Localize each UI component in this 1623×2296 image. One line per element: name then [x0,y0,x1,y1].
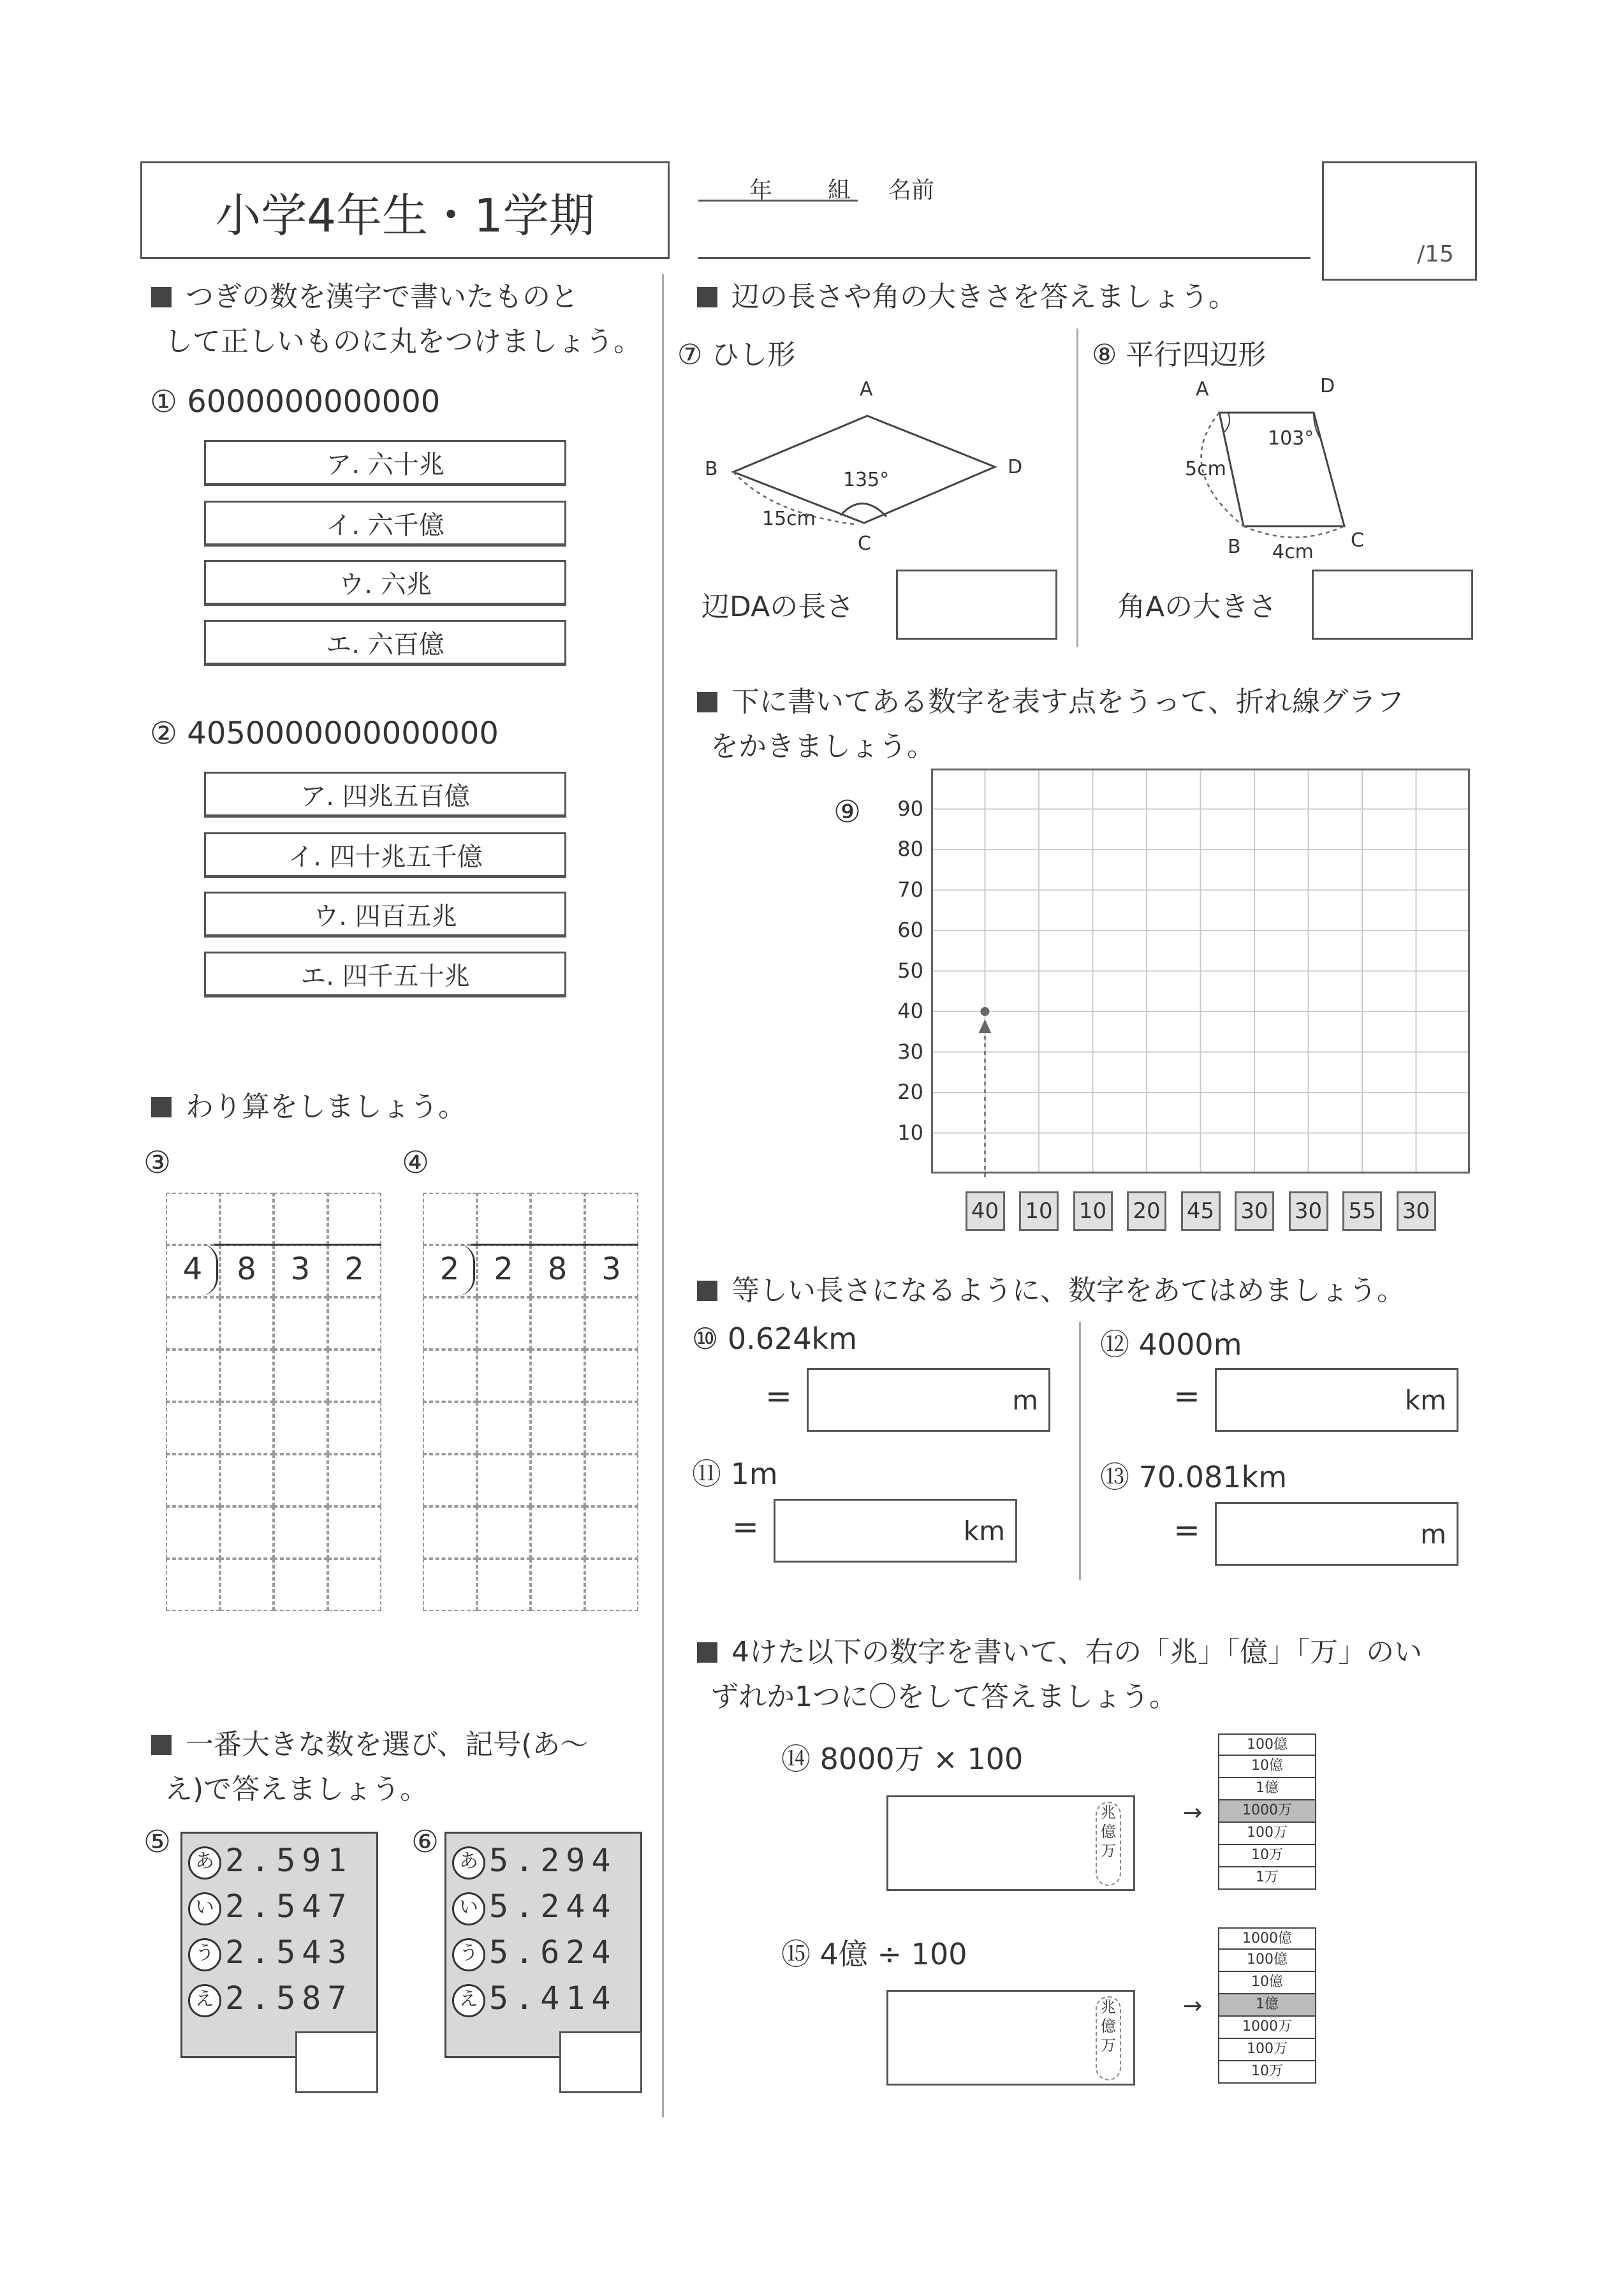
s7-instruction-line1: 4けた以下の数字を書いて、右の「兆」「億」「万」のい [697,1633,1422,1672]
s1-instruction-line1: つぎの数を漢字で書いたものと [151,277,578,317]
q4-cell[interactable] [423,1402,477,1454]
parallelogram-angle-arc [1224,413,1230,432]
q3-division-bar [214,1244,382,1246]
q10-unit: m [1012,1385,1038,1416]
ans7-box[interactable] [896,570,1057,640]
q3-cell[interactable] [328,1402,382,1454]
q3-cell[interactable] [328,1454,382,1506]
q3-cell[interactable] [220,1193,274,1245]
place-value-cell: 10億 [1218,1756,1316,1778]
x-value-label: 20 [1127,1191,1166,1231]
q3-cell[interactable] [274,1559,328,1611]
option-letter: え [452,1984,485,2017]
q3-cell[interactable] [220,1297,274,1350]
y-tick-label: 90 [897,796,923,821]
para-vertex-D: D [1320,375,1335,397]
q6-label: ⑥ [411,1824,439,1860]
option-value: 2.547 [225,1888,353,1925]
q11-answer-box[interactable] [774,1499,1017,1563]
q6-option [452,1980,617,2017]
q3-cell[interactable] [220,1454,274,1506]
s5-instruction-line2: をかきましょう。 [710,730,935,763]
q4-cell[interactable] [477,1506,531,1559]
parallelogram-bottom-dash [1244,526,1344,538]
q1-choice-u[interactable]: ウ. 六兆 [204,560,566,606]
geometry-divider [1076,328,1078,647]
q3-cell[interactable] [166,1297,220,1350]
q4-cell[interactable] [477,1350,531,1402]
s1-instruction-line2: して正しいものに丸をつけましょう。 [165,325,642,358]
x-value-label: 40 [966,1191,1005,1231]
bullet-square-icon [151,287,172,307]
q3-cell[interactable] [166,1454,220,1506]
q3-cell[interactable] [166,1193,220,1245]
column-divider [662,274,664,2117]
q3-cell[interactable] [274,1402,328,1454]
q4-cell[interactable] [423,1193,477,1245]
q1-label: ① 6000000000000 [150,384,441,420]
score-total: /15 [1417,241,1454,267]
q11-equals: = [732,1508,759,1545]
rhombus-figure [695,376,1052,561]
q4-cell[interactable] [585,1297,639,1350]
s3-instruction-line2: え)で答えましょう。 [165,1773,429,1806]
bullet-square-icon [697,1281,717,1301]
place-value-cell: 100億 [1218,1733,1316,1756]
place-value-cell: 1万 [1218,1867,1316,1890]
para-vertex-C: C [1351,529,1364,552]
name-label: 名前 [888,177,935,203]
nen-label: 年 [749,177,773,203]
rhombus-vertex-B: B [705,458,718,480]
q3-dividend-digit: 8 [237,1251,256,1287]
q11-unit: km [963,1515,1005,1547]
q5-option [188,1980,353,2017]
option-value: 5.244 [489,1888,617,1925]
bullet-square-icon [697,692,717,712]
bullet-square-icon [151,1735,172,1755]
q10-answer-box[interactable] [807,1368,1050,1432]
q3-cell[interactable] [328,1506,382,1559]
rhombus-vertex-D: D [1008,456,1023,478]
q2-choice-u[interactable]: ウ. 四百五兆 [204,892,566,938]
q4-cell[interactable] [585,1402,639,1454]
q4-label: ④ [402,1145,430,1181]
x-value-label: 10 [1019,1191,1059,1231]
q3-dividend-digit: 2 [344,1251,364,1287]
option-value: 2.543 [225,1934,353,1971]
s3-instruction-line1: 一番大きな数を選び、記号(あ〜 [151,1725,588,1765]
q4-cell[interactable] [531,1193,585,1245]
q3-cell[interactable] [166,1559,220,1611]
ans8-box[interactable] [1312,570,1473,640]
q1-choice-a[interactable]: ア. 六十兆 [204,440,566,486]
q4-cell[interactable] [477,1402,531,1454]
option-letter: え [188,1984,221,2017]
q4-dividend-digit: 8 [547,1251,568,1287]
q4-cell[interactable] [477,1454,531,1506]
q4-cell[interactable] [423,1454,477,1506]
units-divider [1079,1322,1081,1580]
q3-cell[interactable] [328,1297,382,1350]
q15-place-table [1218,1927,1316,2084]
y-tick-label: 40 [897,999,923,1023]
q3-cell[interactable] [166,1402,220,1454]
q4-cell[interactable] [423,1350,477,1402]
data-point [981,1007,990,1016]
q6-option [452,1888,617,1925]
name-line[interactable] [698,257,1311,259]
q3-cell[interactable] [274,1506,328,1559]
q14-arrow-icon: → [1183,1800,1203,1826]
x-value-label: 55 [1342,1191,1382,1231]
q11-label: ⑪ 1m [692,1457,778,1491]
q3-cell[interactable] [220,1506,274,1559]
q4-cell[interactable] [531,1454,585,1506]
page-title: 小学4年生・1学期 [215,189,595,242]
x-value-label: 45 [1181,1191,1221,1231]
q4-cell[interactable] [531,1559,585,1611]
q3-dividend-digit: 3 [290,1251,311,1287]
q3-divisor: 4 [182,1251,203,1287]
q2-label: ② 4050000000000000 [150,716,499,751]
kumi-label: 組 [828,177,851,203]
q8-label: ⑧ 平行四辺形 [1092,339,1267,371]
q13-unit: m [1420,1519,1446,1550]
q4-cell[interactable] [585,1559,639,1611]
place-value-cell: 1億 [1218,1778,1316,1800]
q3-cell[interactable] [220,1402,274,1454]
q9-label: ⑨ [834,794,862,830]
q4-divisor: 2 [439,1251,460,1287]
place-value-cell: 100億 [1218,1950,1316,1972]
q4-cell[interactable] [531,1506,585,1559]
q3-cell[interactable] [328,1350,382,1402]
q4-cell[interactable] [531,1402,585,1454]
q15-unit-man[interactable]: 万 [1101,2036,1116,2054]
q4-cell[interactable] [477,1559,531,1611]
s2-instruction: わり算をしましょう。 [151,1087,466,1127]
y-tick-label: 70 [897,877,923,902]
q3-cell[interactable] [328,1193,382,1245]
place-value-cell: 1000万 [1218,1800,1316,1823]
ans8-label: 角Aの大きさ [1117,591,1277,623]
q13-equals: = [1173,1512,1200,1549]
line-graph[interactable] [931,769,1476,1180]
x-value-label: 30 [1235,1191,1274,1231]
q14-unit-selector[interactable] [1096,1802,1121,1886]
q2-choice-i[interactable]: イ. 四十兆五千億 [204,832,566,878]
q5-label: ⑤ [143,1824,172,1860]
q4-cell[interactable] [585,1350,639,1402]
option-value: 5.624 [489,1934,617,1971]
option-value: 2.587 [225,1980,353,2017]
place-value-cell: 10億 [1218,1972,1316,1994]
x-value-label: 30 [1397,1191,1436,1231]
q12-equals: = [1173,1378,1200,1415]
q3-cell[interactable] [220,1350,274,1402]
s5-instruction-line1: 下に書いてある数字を表す点をうって、折れ線グラフ [697,682,1404,722]
para-vertex-A: A [1196,378,1209,401]
q4-dividend-digit: 2 [494,1251,513,1287]
option-letter: い [452,1892,485,1925]
q4-cell[interactable] [585,1454,639,1506]
q14-unit-oku[interactable]: 億 [1101,1823,1116,1841]
y-tick-label: 10 [897,1120,923,1145]
y-tick-label: 20 [897,1080,923,1104]
q3-cell[interactable] [274,1454,328,1506]
x-value-label: 10 [1073,1191,1113,1231]
q4-cell[interactable] [531,1350,585,1402]
option-letter: あ [188,1846,221,1880]
q6-option [452,1934,617,1971]
rhombus-angle-arc [841,503,886,517]
q15-label: ⑮ 4億 ÷ 100 [781,1937,967,1971]
q15-unit-oku[interactable]: 億 [1101,2017,1116,2035]
q6-option [452,1842,617,1880]
class-line [698,200,858,202]
rhombus-vertex-C: C [858,533,871,555]
q3-cell[interactable] [166,1506,220,1559]
place-value-cell: 10万 [1218,1845,1316,1867]
q4-cell[interactable] [531,1297,585,1350]
option-letter: あ [452,1846,485,1880]
option-letter: う [452,1938,485,1971]
q3-cell[interactable] [328,1559,382,1611]
q3-division-grid[interactable] [166,1193,383,1614]
q13-answer-box[interactable] [1215,1502,1458,1566]
para-angle-label: 103° [1268,427,1314,450]
place-value-cell: 100万 [1218,2039,1316,2061]
q5-option [188,1842,353,1880]
q13-label: ⑬ 70.081km [1100,1460,1288,1494]
q5-answer-box[interactable] [295,2031,378,2093]
s7-instruction-line2: ずれか1つに〇をして答えましょう。 [710,1681,1177,1713]
q2-choice-a[interactable]: ア. 四兆五百億 [204,772,566,818]
y-tick-label: 60 [897,918,923,942]
q12-unit: km [1404,1385,1446,1416]
q3-cell[interactable] [220,1559,274,1611]
q1-choice-e[interactable]: エ. 六百億 [204,620,566,666]
q14-unit-cho[interactable]: 兆 [1101,1804,1116,1821]
rhombus-angle-label: 135° [843,469,890,491]
q10-label: ⑩ 0.624km [692,1321,857,1356]
place-value-cell: 100万 [1218,1823,1316,1845]
q5-option [188,1934,353,1971]
example-arrow-icon [979,1019,992,1033]
q2-choice-e[interactable]: エ. 四千五十兆 [204,952,566,997]
y-tick-label: 80 [897,837,923,861]
bullet-square-icon [697,1642,717,1663]
option-value: 5.294 [489,1842,617,1879]
ans7-label: 辺DAの長さ [701,591,855,623]
s4-instruction: 辺の長さや角の大きさを答えましょう。 [697,277,1237,317]
q12-label: ⑫ 4000m [1100,1327,1242,1362]
place-value-cell: 10万 [1218,2061,1316,2084]
q1-choice-i[interactable]: イ. 六千億 [204,501,566,547]
y-tick-label: 50 [897,958,923,983]
q4-division-bar [471,1244,639,1246]
q3-cell[interactable] [274,1297,328,1350]
para-side2-label: 4cm [1272,541,1314,563]
rhombus-side-label: 15cm [762,508,816,530]
option-value: 5.414 [489,1980,617,2017]
x-value-label: 30 [1289,1191,1328,1231]
q10-equals: = [765,1378,792,1415]
q4-cell[interactable] [423,1559,477,1611]
q14-label: ⑭ 8000万 × 100 [781,1742,1024,1776]
q15-unit-selector[interactable] [1096,1996,1121,2080]
q3-cell[interactable] [166,1350,220,1402]
para-vertex-B: B [1228,536,1241,558]
rhombus-vertex-A: A [860,378,873,401]
bullet-square-icon [697,287,717,307]
q3-cell[interactable] [274,1350,328,1402]
option-value: 2.591 [225,1842,353,1879]
q15-unit-cho[interactable]: 兆 [1101,1998,1116,2016]
q4-cell[interactable] [423,1297,477,1350]
place-value-cell: 1000万 [1218,2017,1316,2039]
q7-label: ⑦ ひし形 [677,339,796,371]
parallelogram-figure [1167,373,1409,571]
bullet-square-icon [151,1097,172,1117]
q5-option [188,1888,353,1925]
q4-cell[interactable] [585,1193,639,1245]
q4-cell[interactable] [585,1506,639,1559]
q4-cell[interactable] [477,1297,531,1350]
q12-answer-box[interactable] [1215,1368,1458,1432]
q4-cell[interactable] [477,1193,531,1245]
para-side1-label: 5cm [1185,458,1226,480]
q14-unit-man[interactable]: 万 [1101,1842,1116,1860]
q6-answer-box[interactable] [559,2031,642,2093]
place-value-cell: 1億 [1218,1994,1316,2017]
option-letter: う [188,1938,221,1971]
q4-dividend-digit: 3 [601,1251,621,1287]
q3-cell[interactable] [274,1193,328,1245]
place-value-cell: 1000億 [1218,1927,1316,1950]
q4-division-grid[interactable] [423,1193,640,1614]
s6-instruction: 等しい長さになるように、数字をあてはめましょう。 [697,1271,1405,1311]
q14-place-table [1218,1733,1316,1890]
q15-arrow-icon: → [1183,1993,1203,2019]
y-tick-label: 30 [897,1039,923,1064]
q4-cell[interactable] [423,1506,477,1559]
option-letter: い [188,1892,221,1925]
q3-label: ③ [143,1145,172,1181]
